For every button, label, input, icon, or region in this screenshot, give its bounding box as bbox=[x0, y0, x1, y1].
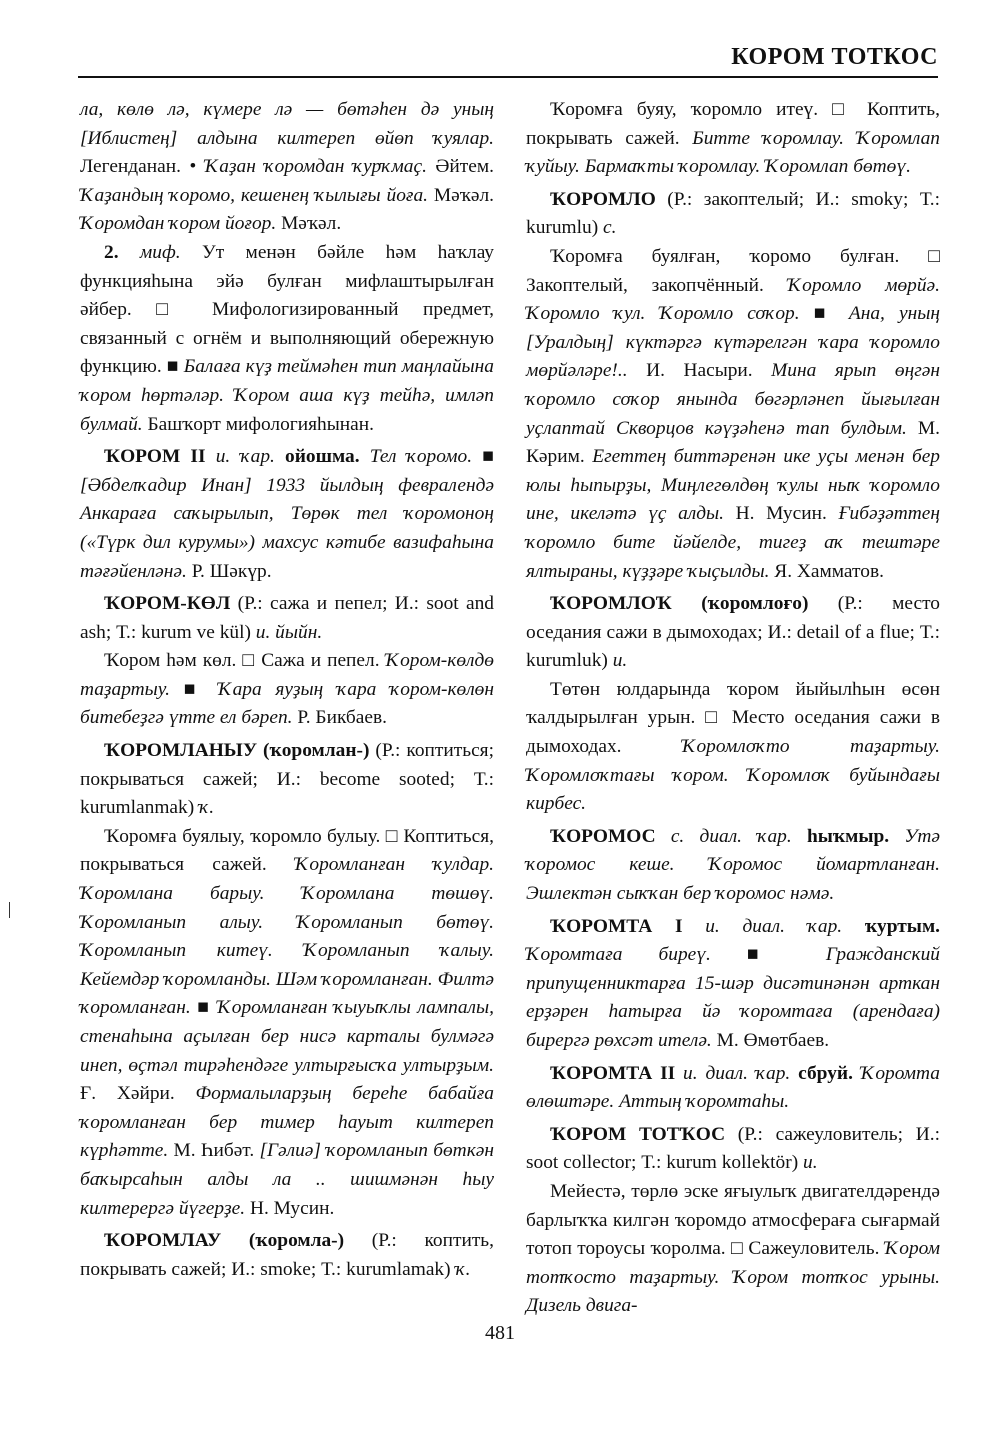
marker: ■ bbox=[710, 944, 826, 966]
definition-text: Төтөн юлдарында ҡором йыйылһын өсөн ҡалдырылған урын. □ Место оседания сажи в дымоходах. bbox=[526, 678, 940, 758]
definition-text: Ҡором һәм көл. □ Сажа и пепел. bbox=[104, 650, 386, 672]
definition bbox=[526, 1178, 940, 1321]
definition-text: Ут менән бәйле һәм һаҡлау функцияһына эйә булған мифлаштырылған әйбер. □ Мифологизированный предмет, связанный с огнём и выполняющий обережную функцию. ■ bbox=[80, 241, 495, 378]
headword: ҠОРОМТА I bbox=[550, 915, 683, 937]
source-text: И. Насыри. bbox=[627, 360, 772, 382]
marker: ■ bbox=[190, 997, 218, 1019]
example-text: Ҡаҙан ҡоромдан ҡурҡмаҫ. bbox=[204, 156, 427, 178]
example-text: Формалыларҙың береһе бабайға ҡоромланған бер тимер һауыт килтереп күрһәтте. bbox=[80, 1083, 494, 1162]
translations: (Р.: сажа и пепел; И.: soot and ash; Т.: kurum ve kül) bbox=[80, 593, 494, 643]
entry-koromta-2 bbox=[526, 1060, 940, 1117]
source-text: Я. Хамматов. bbox=[769, 560, 884, 582]
headword: ҠОРОМ II bbox=[104, 446, 206, 468]
grammar-label: и. диал. ҡар. bbox=[682, 915, 865, 937]
stem-form: (ҡоромлоғо) bbox=[671, 593, 809, 615]
source-text: Р. Бикбаев. bbox=[292, 707, 387, 729]
example-text: Ҡоромло мөрйә. Ҡоромло ҡул. Ҡоромло соҡор. bbox=[526, 274, 940, 325]
grammar-label: и. йыйн. bbox=[255, 621, 323, 643]
headword: ҠОРОМ-КӨЛ bbox=[104, 593, 231, 615]
definition bbox=[526, 96, 940, 182]
headword: ҠОРОМ ТОТҠОС bbox=[550, 1123, 726, 1145]
definition bbox=[80, 647, 494, 733]
marker: ■ bbox=[472, 446, 494, 468]
definition-text: Ҡоромға буялыу, ҡоромло булыу. □ Коптиться, покрываться сажей. bbox=[80, 825, 494, 876]
translations: (Р.: коптить, покрывать сажей; И.: smoke; Т.: kurumlamak) bbox=[80, 1230, 494, 1280]
source-text: М. Кәрим. bbox=[526, 417, 940, 468]
left-column bbox=[80, 96, 494, 1284]
margin-tick bbox=[9, 902, 10, 918]
translations: (Р.: место оседания сажи в дымоходах; И.: detail of a flue; Т.: kurumluk) bbox=[526, 593, 940, 672]
grammar-label: ҡ. bbox=[455, 1258, 471, 1280]
grammar-label: и. ҡар. bbox=[205, 446, 286, 468]
source-text: Н. Мусин. bbox=[245, 1197, 335, 1219]
grammar-label: и. bbox=[612, 650, 628, 672]
entry-continuation bbox=[80, 96, 494, 239]
cross-reference: ойошма. bbox=[285, 446, 360, 468]
marker: ■ bbox=[170, 678, 219, 700]
headword: ҠОРОМТА II bbox=[550, 1062, 676, 1084]
source-text: Мәҡәл. bbox=[276, 213, 342, 235]
grammar-label: ҡ. bbox=[199, 797, 215, 819]
example-text: Ҡоромдан ҡором йоғор. bbox=[80, 213, 277, 235]
entry-koromlok bbox=[526, 590, 940, 676]
example-text: Ҡаҙандың ҡоромо, кешенең ҡылығы йоға. bbox=[80, 184, 429, 206]
entry-korom-totkos bbox=[526, 1121, 940, 1178]
source-text: Н. Мусин. bbox=[724, 503, 839, 525]
example-text: Ҡоромлоҡто таҙартыу. Ҡоромлоҡтағы ҡором. Ҡоромлоҡ буйындағы кирбес. bbox=[526, 736, 940, 815]
source-text: Мәҡәл. bbox=[428, 184, 494, 206]
source-text: Р. Шәкүр. bbox=[186, 560, 272, 582]
page-number: 481 bbox=[485, 1322, 515, 1344]
header-rule bbox=[78, 76, 938, 78]
sense-number: 2. bbox=[104, 241, 140, 263]
example-text: Балаға күҙ теймәһен тип маңлайына ҡором һөртәләр. Ҡором аша күҙ тейһә, имләп булмай. bbox=[80, 356, 494, 435]
entry-koromlau bbox=[80, 1227, 494, 1284]
grammar-label: с. диал. ҡар. bbox=[655, 825, 807, 847]
example-text: Ҡоромланған ҡулдар. Ҡоромлана барыу. Ҡоромлана төшөү. Ҡоромланып алыу. Ҡоромланып бөтөү. Ҡоромланып китеү. Ҡоромланып ҡалыу. Кейемдәр ҡоромланды. Шәм ҡоромланған. Филтә ҡоромланған. bbox=[80, 854, 494, 1019]
grammar-label: с. bbox=[603, 217, 617, 239]
example-text: Ҡоромта өлөштәре. Аттың ҡоромтаһы. bbox=[526, 1062, 940, 1113]
definition-text: Мейестә, төрлө эске яғыулыҡ двигателдәрендә барлыҡҡа килгән ҡоромдо атмосфераға сығармай тотоп тороусы ҡоролма. □ Сажеуловитель. bbox=[526, 1180, 940, 1260]
example-text: Утә ҡоромос кеше. Ҡоромос йомартланған. Эшлектән сыҡҡан бер ҡоромос нәмә. bbox=[526, 825, 941, 905]
entry-koromos bbox=[526, 823, 940, 909]
right-column bbox=[526, 96, 940, 1321]
headword: ҠОРОМЛОҠ bbox=[550, 593, 672, 615]
definition bbox=[526, 676, 940, 819]
entry-koromlo bbox=[526, 186, 940, 243]
translations: (Р.: сажеуловитель; И.: soot collector; Т.: kurum kollektör) bbox=[526, 1123, 940, 1174]
example-text: Егеттең биттәренән ике уҫы менән бер юлы һыпырҙы, Миңлегөлдөң ҡулы ныҡ ҡоромло ине, икеләтә үҫ алды. bbox=[526, 446, 940, 525]
entry-koromta-1 bbox=[526, 913, 940, 1056]
example-text: ла, көлө лә, күмере лә — бөтәһен дә уның [Иблистең] алдына килтереп өйөп ҡуялар. bbox=[80, 99, 494, 149]
headword: ҠОРОМЛАНЫУ bbox=[104, 740, 258, 762]
source-text: М. Өмөтбаев. bbox=[711, 1030, 830, 1051]
source-text: Башҡорт мифологияһынан. bbox=[142, 413, 374, 435]
source-text: Легенданан. • bbox=[80, 156, 205, 178]
cross-reference: һыҡмыр. bbox=[806, 825, 890, 847]
definition-text: Ҡоромға буяу, ҡоромло итеү. □ Коптить, покрывать сажей. bbox=[526, 99, 940, 149]
definition bbox=[80, 823, 494, 1223]
cross-reference: ҡуртым. bbox=[864, 915, 940, 937]
sense-2 bbox=[80, 239, 494, 439]
example-text: Битте ҡоромлау. Ҡоромлап ҡуйыу. Бармаҡты ҡоромлау. Ҡоромлап бөтөү. bbox=[526, 127, 940, 178]
running-head: КОРОМ ТОТКОС bbox=[731, 44, 938, 70]
headword: ҠОРОМЛАУ bbox=[104, 1230, 222, 1252]
translations: (Р.: коптиться; покрываться сажей; И.: become sooted; Т.: kurumlanmak) bbox=[80, 740, 494, 819]
marker: ■ bbox=[799, 303, 849, 325]
example-text: [Гәлиә] ҡоромланып бөткән баҡырсаһын алды ла .. шишмәнән һыу килтерергә йүгерҙе. bbox=[80, 1140, 494, 1219]
example-text: Ҡоромтаға биреү. bbox=[526, 944, 711, 966]
headword: ҠОРОМЛО bbox=[550, 188, 656, 210]
sense-label: миф. bbox=[139, 241, 181, 263]
example-text: Ана, уның [Уралдың] күктәргә күтәрелгән ҡара ҡоромло мөрйәләре!.. bbox=[526, 303, 940, 382]
example-text: Ҡором тотҡосто таҙартыу. Ҡором тотҡос урыны. Дизель двига- bbox=[526, 1238, 940, 1317]
source-text: Ғ. Хәйри. bbox=[80, 1083, 196, 1105]
example-text: Ғибәҙәттең ҡоромло бите йәйелде, тигеҙ аҡ тештәре ялтыраны, күҙҙәре ҡыҫылды. bbox=[526, 503, 940, 582]
example-text: Мина ярып өңгән ҡоромло соҡор янында бөгәрләнеп йығылған уҫлаптай Скворцов кәүҙәһенә тап булдым. bbox=[526, 360, 940, 439]
source-text: М. Һибәт. bbox=[168, 1140, 260, 1162]
example-text: Ҡором-көлдө таҙартыу. bbox=[80, 650, 494, 700]
headword: ҠОРОМОС bbox=[550, 825, 656, 847]
stem-form: (ҡоромла-) bbox=[221, 1230, 345, 1252]
entry-koromlanyu bbox=[80, 737, 494, 823]
translations: (Р.: закоптелый; И.: smoky; Т.: kurumlu) bbox=[526, 188, 940, 239]
grammar-label: и. диал. ҡар. bbox=[675, 1062, 799, 1084]
entry-korom-kol bbox=[80, 590, 494, 647]
example-text: Ҡара яуҙың ҡара ҡором-көлөн битебеҙгә үтте ел бәреп. bbox=[80, 678, 494, 729]
example-text: Гражданский припущенниктарға 15-шәр дисәтинәнән арткан ерҙәрен һатырға йә ҡоромтаға (арендаға) бирергә рөхсәт ителә. bbox=[526, 944, 940, 1051]
stem-form: (ҡоромлан-) bbox=[257, 740, 370, 762]
source-text: Әйтем. bbox=[426, 156, 494, 178]
example-text: Тел ҡоромо. bbox=[359, 446, 473, 468]
definition bbox=[526, 243, 940, 586]
entry-korom-2 bbox=[80, 443, 494, 586]
example-text: [Әбделҡадир Инан] 1933 йылдың февралендә Анкараға саҡырылып, Төрөк тел ҡоромоноң («Түрк дил курумы») махсус кәтибе вазифаһына тәғәйенләнә. bbox=[80, 474, 494, 582]
definition-text: Ҡоромға буялған, ҡоромо булған. □ Закоптелый, закопчённый. bbox=[526, 245, 940, 296]
example-text: Ҡоромланған ҡыуыҡлы лампалы, стенаһына аҫылған бер нисә карталы булмәгә инеп, өҫтәл тирәһендәге ултырғысҡа ултырҙым. bbox=[80, 997, 494, 1076]
grammar-label: и. bbox=[803, 1152, 818, 1174]
cross-reference: сбруй. bbox=[798, 1062, 853, 1084]
